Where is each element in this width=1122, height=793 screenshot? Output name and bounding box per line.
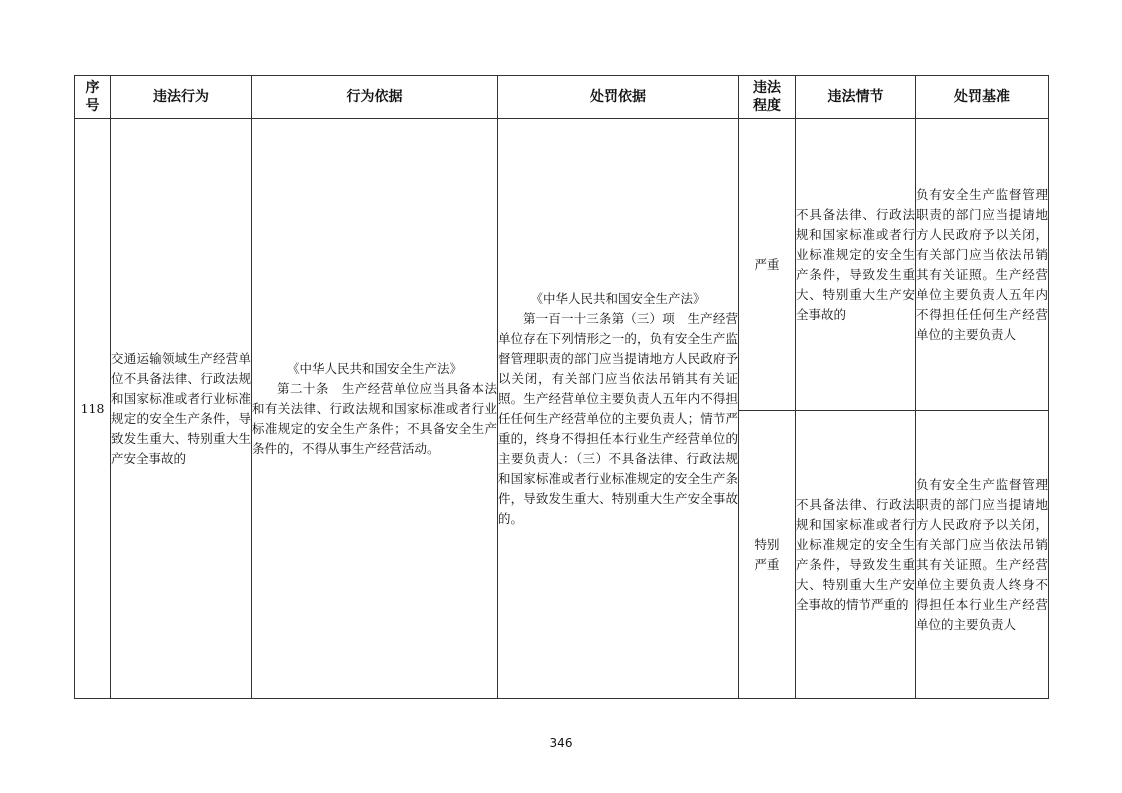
basis-text: 第二十条 生产经营单位应当具备本法和有关法律、行政法规和国家标准或者行业标准规定的安全生产条件；不具备安全生产条件的，不得从事生产经营活动。: [252, 380, 497, 456]
circumstance-serious: 不具备法律、行政法规和国家标准或者行业标准规定的安全生产条件，导致发生重大、特别重大生产安全事故的: [796, 119, 916, 411]
header-standard: 处罚基准: [916, 76, 1049, 119]
degree-especially-serious-label: 特别严重: [754, 536, 780, 572]
header-basis: 行为依据: [252, 76, 498, 119]
degree-especially-serious: [739, 411, 796, 699]
standard-serious: 负有安全生产监督管理职责的部门应当提请地方人民政府予以关闭，有关部门应当依法吊销其有关证照。生产经营单位主要负责人五年内不得担任任何生产经营单位的主要负责人: [916, 119, 1049, 411]
header-degree: 违法程度: [739, 76, 796, 119]
violation-cell: [111, 119, 252, 699]
page-number: 346: [549, 736, 573, 750]
circumstance-especially-serious: 不具备法律、行政法规和国家标准或者行业标准规定的安全生产条件，导致发生重大、特别重大生产安全事故的情节严重的: [796, 411, 916, 699]
penalty-standard-table: [74, 75, 1049, 699]
penalty-basis-title: 《中华人民共和国安全生产法》: [530, 290, 706, 306]
penalty-basis-cell: [498, 119, 739, 699]
row-seq: 118: [75, 119, 111, 699]
table-row: [75, 119, 1049, 411]
violation-text: 交通运输领域生产经营单位不具备法律、行政法规和国家标准或者行业标准规定的安全生产条件，导致发生重大、特别重大生产安全事故的: [111, 350, 251, 466]
table-header-row: [75, 76, 1049, 119]
degree-serious: 严重: [739, 119, 796, 411]
header-penalty-basis: 处罚依据: [498, 76, 739, 119]
header-seq: 序号: [75, 76, 111, 119]
basis-title: 《中华人民共和国安全生产法》: [286, 360, 462, 376]
header-circumstance: 违法情节: [796, 76, 916, 119]
standard-especially-serious: 负有安全生产监督管理职责的部门应当提请地方人民政府予以关闭，有关部门应当依法吊销其有关证照。生产经营单位主要负责人终身不得担任本行业生产经营单位的主要负责人: [916, 411, 1049, 699]
penalty-basis-text: 第一百一十三条第（三）项 生产经营单位存在下列情形之一的，负有安全生产监督管理职责的部门应当提请地方人民政府予以关闭，有关部门应当依法吊销其有关证照。生产经营单位主要负责人五年内不得担任任何生产经营单位的主要负责人；情节严重的，终身不得担任本行业生产经营单位的主要负责人：（三）不具备法律、行政法规和国家标准或者行业标准规定的安全生产条件，导致发生重大、特别重大生产安全事故的。: [498, 310, 738, 526]
basis-cell: [252, 119, 498, 699]
header-violation: 违法行为: [111, 76, 252, 119]
